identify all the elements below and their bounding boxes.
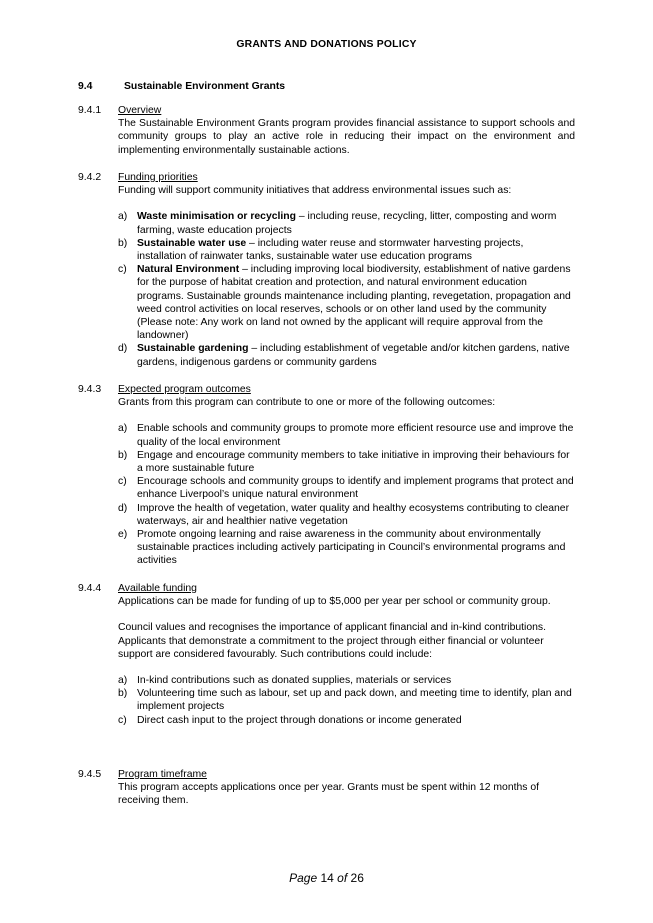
section-title: Sustainable Environment Grants bbox=[124, 81, 286, 92]
overview-text: The Sustainable Environment Grants program provides financial assistance to support schools and community groups to play an active role in reducing their impact on the environment and implementing environmentally sustainable actions. bbox=[118, 118, 575, 156]
available-funding-text: Applications can be made for funding of up to $5,000 per year per school or community group. bbox=[118, 596, 551, 608]
list-item bbox=[118, 449, 575, 475]
total-pages: 26 bbox=[350, 871, 364, 885]
list-item bbox=[118, 237, 575, 263]
page-footer bbox=[0, 872, 653, 885]
subsection-title: Available funding bbox=[118, 583, 197, 594]
expected-outcomes-list bbox=[118, 422, 575, 567]
subsection-title: Funding priorities bbox=[118, 172, 198, 183]
funding-priorities-list bbox=[118, 210, 575, 368]
subsection-number: 9.4.2 bbox=[78, 172, 102, 183]
list-marker: b) bbox=[118, 688, 128, 700]
list-item bbox=[118, 674, 575, 687]
subsection-expected-outcomes bbox=[78, 383, 575, 568]
list-marker: c) bbox=[118, 264, 127, 276]
expected-outcomes-intro: Grants from this program can contribute to one or more of the following outcomes: bbox=[118, 397, 496, 409]
list-marker: b) bbox=[118, 449, 128, 461]
item-text: In-kind contributions such as donated supplies, materials or services bbox=[137, 675, 452, 687]
list-marker: e) bbox=[118, 529, 128, 541]
item-text: Improve the health of vegetation, water quality and healthy ecosystems contributing to cleaner waterways, air and healthier native vegetation bbox=[137, 502, 570, 527]
item-heading: Natural Environment bbox=[137, 264, 240, 276]
list-item bbox=[118, 210, 575, 236]
subsection-title: Program timeframe bbox=[118, 769, 207, 780]
item-text: Direct cash input to the project through donations or income generated bbox=[137, 714, 462, 726]
subsection-number: 9.4.4 bbox=[78, 583, 102, 594]
list-marker: c) bbox=[118, 476, 127, 488]
list-item bbox=[118, 475, 575, 501]
contributions-text: Council values and recognises the importance of applicant financial and in-kind contributions. Applicants that demonstrate a commitment to the project through either financial or volunteer support are considered favourably. Such contributions could include: bbox=[118, 622, 546, 660]
subsection-program-timeframe bbox=[78, 768, 575, 808]
list-marker: d) bbox=[118, 502, 128, 514]
section-number: 9.4 bbox=[78, 81, 93, 92]
list-item bbox=[118, 263, 575, 342]
item-text: Engage and encourage community members to take initiative in improving their behaviours for a more sustainable future bbox=[137, 449, 570, 475]
contributions-list bbox=[118, 674, 575, 727]
list-marker: b) bbox=[118, 237, 128, 249]
subsection-number: 9.4.3 bbox=[78, 384, 102, 395]
section-heading bbox=[78, 80, 285, 93]
list-marker: a) bbox=[118, 423, 128, 435]
item-text: – including establishment of vegetable and/or kitchen gardens, native gardens, indigenous gardens or community gardens bbox=[137, 343, 570, 368]
list-marker: a) bbox=[118, 211, 128, 223]
item-text: Promote ongoing learning and raise awareness in the community about environmentally sustainable practices including actively participating in Council’s environmental programs and activities bbox=[137, 529, 566, 567]
list-item bbox=[118, 687, 575, 713]
funding-priorities-intro: Funding will support community initiatives that address environmental issues such as: bbox=[118, 185, 512, 197]
item-heading: Waste minimisation or recycling bbox=[137, 211, 296, 223]
page-header: GRANTS AND DONATIONS POLICY bbox=[236, 39, 417, 50]
list-item bbox=[118, 502, 575, 528]
list-item bbox=[118, 714, 575, 727]
page-number: 14 bbox=[320, 871, 334, 885]
item-text: – including reuse, recycling, litter, composting and worm farming, waste education projects bbox=[137, 211, 557, 236]
item-heading: Sustainable water use bbox=[137, 237, 247, 249]
page-label: Page bbox=[289, 871, 318, 885]
list-item bbox=[118, 528, 575, 568]
subsection-available-funding bbox=[78, 582, 575, 727]
list-item bbox=[118, 342, 575, 368]
item-text: Encourage schools and community groups to identify and implement programs that protect and enhance Liverpool’s unique natural environment bbox=[137, 476, 574, 501]
item-heading: Sustainable gardening bbox=[137, 343, 249, 355]
list-item bbox=[118, 422, 575, 448]
subsection-overview bbox=[78, 104, 575, 157]
item-text: Enable schools and community groups to promote more efficient resource use and improve the quality of the local environment bbox=[137, 423, 574, 448]
list-marker: c) bbox=[118, 714, 127, 726]
subsection-title: Expected program outcomes bbox=[118, 384, 251, 395]
subsection-number: 9.4.5 bbox=[78, 769, 102, 780]
list-marker: a) bbox=[118, 675, 128, 687]
item-text: – including water reuse and stormwater harvesting projects, installation of rainwater tanks, sustainable water use education programs bbox=[137, 237, 524, 263]
subsection-funding-priorities bbox=[78, 171, 575, 369]
subsection-number: 9.4.1 bbox=[78, 105, 102, 116]
of-label: of bbox=[337, 871, 348, 885]
item-text: – including improving local biodiversity, establishment of native gardens for the purpose of habitat creation and protection, and natural environment education programs. Sustainable grounds maintenance including planting, revegetation, propagation and weed control activities on local reserves, schools or on other land used by the community (Please note: Any work on land not owned by the applicant will require approval from the landowner) bbox=[137, 264, 571, 342]
item-text: Volunteering time such as labour, set up and pack down, and meeting time to identify, plan and implement projects bbox=[137, 688, 572, 713]
program-timeframe-text: This program accepts applications once per year. Grants must be spent within 12 months of receiving them. bbox=[118, 782, 540, 807]
list-marker: d) bbox=[118, 343, 128, 355]
subsection-title: Overview bbox=[118, 105, 162, 116]
